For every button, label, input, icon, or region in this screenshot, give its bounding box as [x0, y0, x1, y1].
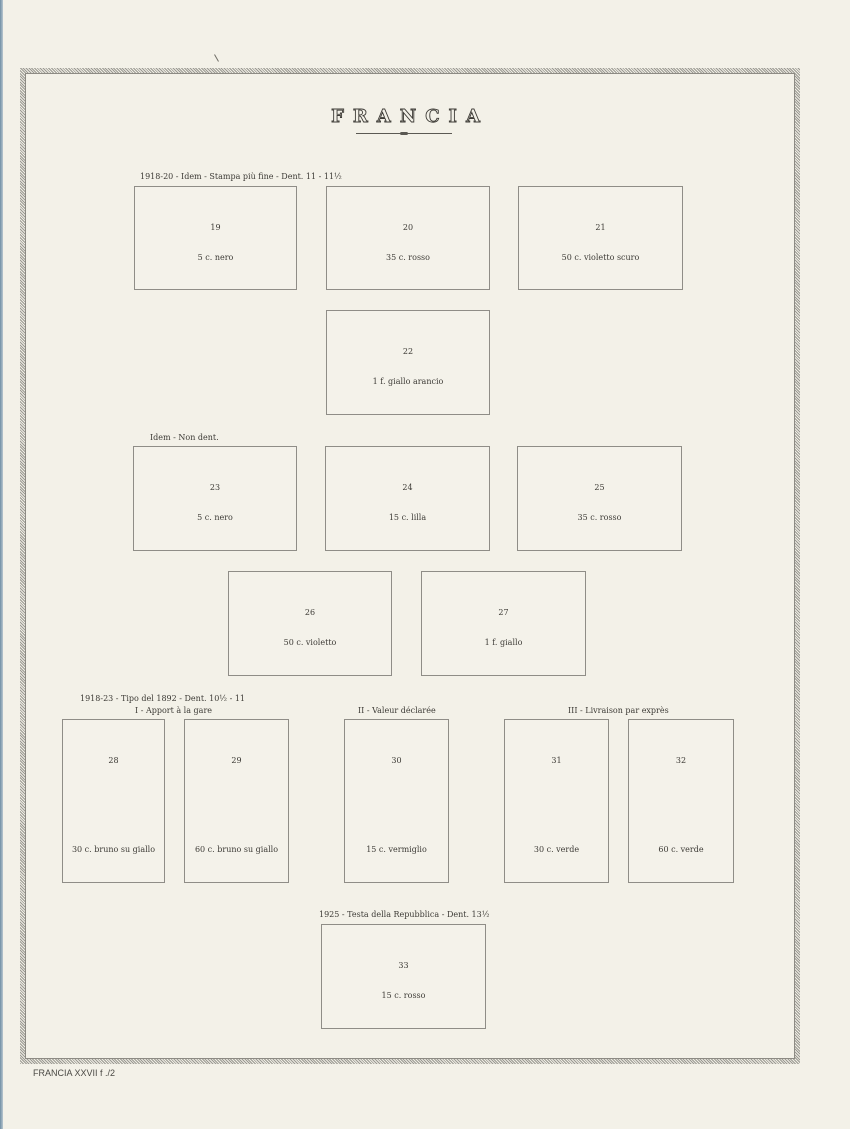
pencil-mark [214, 54, 219, 61]
stamp-space-30 [344, 719, 449, 883]
stamp-number: 30 [391, 756, 402, 765]
section-heading-idem-non-dent: Idem - Non dent. [150, 433, 219, 442]
stamp-number: 25 [594, 483, 605, 492]
stamp-space-19 [134, 186, 297, 290]
stamp-space-33 [321, 924, 486, 1029]
stamp-space-31 [504, 719, 609, 883]
subheading-apport-a-la-gare: I - Apport à la gare [135, 706, 212, 715]
stamp-number: 31 [551, 756, 562, 765]
stamp-space-23 [133, 446, 297, 551]
stamp-description: 5 c. nero [197, 513, 233, 522]
stamp-number: 21 [595, 223, 606, 232]
subheading-livraison-par-expres: III - Livraison par exprès [568, 706, 669, 715]
stamp-space-24 [325, 446, 490, 551]
stamp-number: 29 [231, 756, 242, 765]
stamp-number: 23 [209, 483, 221, 492]
stamp-description: 1 f. giallo [484, 638, 523, 647]
stamp-number: 20 [402, 223, 414, 232]
stamp-description: 5 c. nero [197, 253, 234, 262]
section-heading-1918-23: 1918-23 - Tipo del 1892 - Dent. 10½ - 11 [80, 694, 246, 703]
subheading-valeur-declaree: II - Valeur déclarée [358, 706, 436, 715]
stamp-number: 26 [304, 608, 316, 617]
stamp-description: 35 c. rosso [386, 253, 430, 262]
section-heading-1918-20: 1918-20 - Idem - Stampa più fine - Dent. 11 - 11½ [140, 172, 342, 181]
stamp-space-29 [184, 719, 289, 883]
stamp-space-26 [228, 571, 392, 676]
title-ornament-rule [356, 133, 452, 134]
stamp-space-21 [518, 186, 683, 290]
page-footer-code: FRANCIA XXVII f ./2 [33, 1068, 116, 1078]
stamp-description: 30 c. verde [533, 845, 580, 854]
stamp-space-32 [628, 719, 734, 883]
section-heading-1925: 1925 - Testa della Repubblica - Dent. 13½ [319, 910, 490, 919]
stamp-description: 60 c. verde [658, 845, 704, 854]
stamp-number: 19 [210, 223, 221, 232]
stamp-description: 50 c. violetto [283, 638, 337, 647]
stamp-description: 60 c. bruno su giallo [194, 845, 279, 854]
stamp-description: 35 c. rosso [577, 513, 622, 522]
stamp-description: 15 c. vermiglio [366, 845, 427, 854]
stamp-space-28 [62, 719, 165, 883]
stamp-number: 32 [675, 756, 687, 765]
stamp-description: 15 c. lilla [388, 513, 427, 522]
stamp-space-27 [421, 571, 586, 676]
page-title: FRANCIA [331, 106, 489, 127]
stamp-number: 27 [498, 608, 509, 617]
stamp-number: 33 [398, 961, 409, 970]
stamp-number: 22 [402, 347, 414, 356]
stamp-description: 50 c. violetto scuro [561, 253, 640, 262]
stamp-space-20 [326, 186, 490, 290]
stamp-number: 28 [108, 756, 119, 765]
stamp-space-25 [517, 446, 682, 551]
album-spine-edge [0, 0, 3, 1129]
stamp-number: 24 [402, 483, 413, 492]
stamp-description: 1 f. giallo arancio [372, 377, 444, 386]
stamp-space-22 [326, 310, 490, 415]
stamp-description: 30 c. bruno su giallo [71, 845, 156, 854]
stamp-description: 15 c. rosso [381, 991, 426, 1000]
